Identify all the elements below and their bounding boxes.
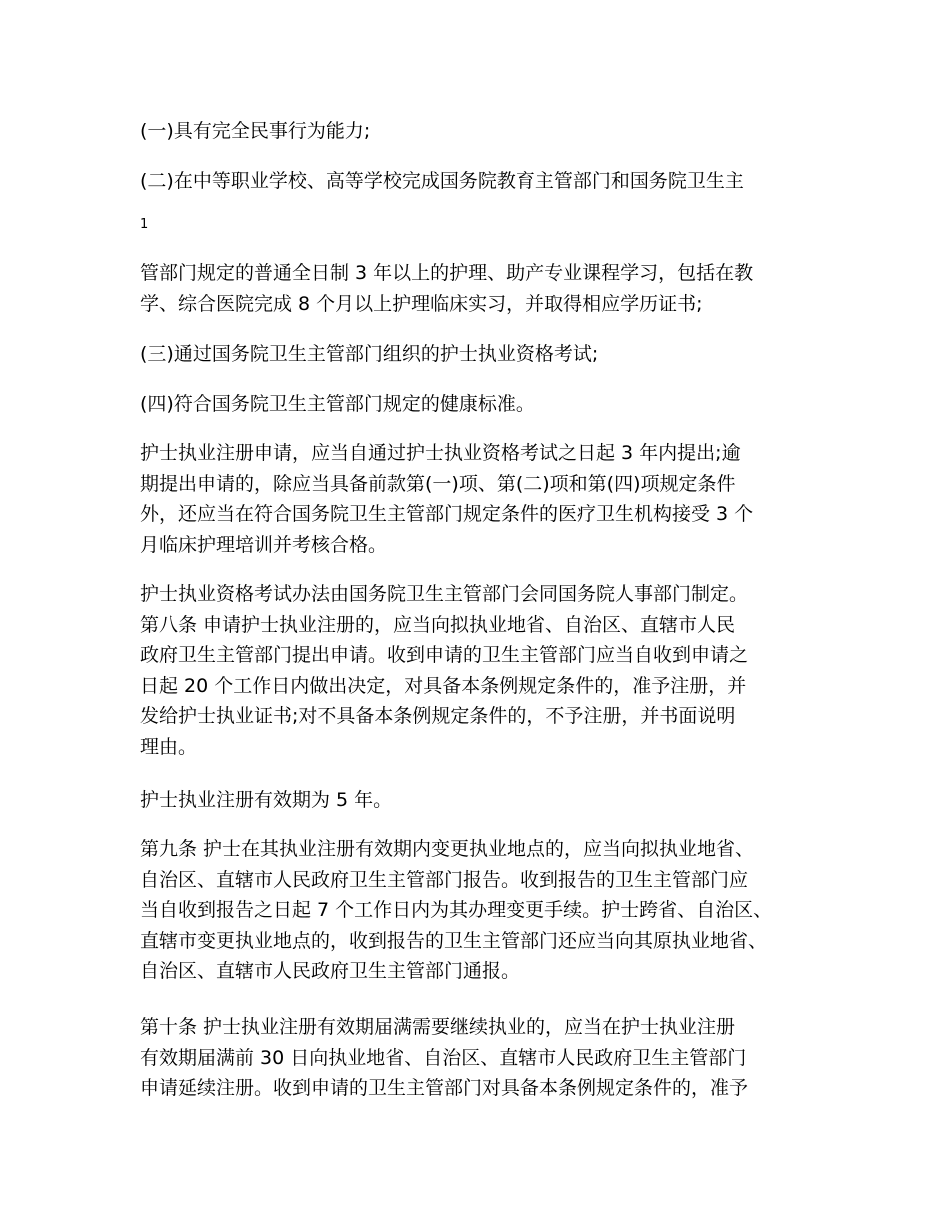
text-line: 当自收到报告之日起 7 个工作日内为其办理变更手续。护士跨省、自治区、 bbox=[140, 899, 773, 921]
text-line: 学、综合医院完成 8 个月以上护理临床实习，并取得相应学历证书; bbox=[140, 292, 703, 315]
text-line: 自治区、直辖市人民政府卫生主管部门报告。收到报告的卫生主管部门应 bbox=[140, 868, 749, 891]
text-line: 管部门规定的普通全日制 3 年以上的护理、助产专业课程学习，包括在教 bbox=[140, 262, 754, 284]
paragraph-article-8 bbox=[140, 579, 830, 762]
text-line: 政府卫生主管部门提出申请。收到申请的卫生主管部门应当自收到申请之 bbox=[140, 644, 749, 666]
text-line: 外，还应当在符合国务院卫生主管部门规定条件的医疗卫生机构接受 3 个 bbox=[140, 503, 754, 525]
text-line: 护士执业注册有效期为 5 年。 bbox=[140, 789, 393, 811]
text-line: 直辖市变更执业地点的，收到报告的卫生主管部门还应当向其原执业地省、 bbox=[140, 929, 768, 952]
text-line: 期提出申请的，除应当具备前款第(一)项、第(二)项和第(四)项规定条件 bbox=[140, 472, 736, 495]
paragraph-item-2-continued bbox=[140, 258, 830, 319]
text-line: 自治区、直辖市人民政府卫生主管部门通报。 bbox=[140, 960, 521, 982]
text-line: 有效期届满前 30 日向执业地省、自治区、直辖市人民政府卫生主管部门 bbox=[140, 1046, 747, 1069]
text-line: 第八条 申请护士执业注册的，应当向拟执业地省、自治区、直辖市人民 bbox=[140, 613, 736, 636]
text-line: (四)符合国务院卫生主管部门规定的健康标准。 bbox=[140, 393, 535, 415]
paragraph-item-4 bbox=[140, 389, 830, 420]
text-line: 第九条 护士在其执业注册有效期内变更执业地点的，应当向拟执业地省、 bbox=[140, 838, 755, 860]
text-line: 月临床护理培训并考核合格。 bbox=[140, 533, 388, 556]
page-number: 1 bbox=[140, 217, 149, 232]
text-line: 发给护士执业证书;对不具备本条例规定条件的，不予注册，并书面说明 bbox=[140, 705, 736, 727]
text-line: 护士执业资格考试办法由国务院卫生主管部门会同国务院人事部门制定。 bbox=[140, 583, 749, 605]
text-line: 申请延续注册。收到申请的卫生主管部门对具备本条例规定条件的，准予 bbox=[140, 1077, 749, 1099]
text-line: 第十条 护士执业注册有效期届满需要继续执业的，应当在护士执业注册 bbox=[140, 1016, 736, 1038]
paragraph-item-1 bbox=[140, 116, 830, 147]
text-line: (一)具有完全民事行为能力; bbox=[140, 120, 371, 142]
paragraph-registration-application bbox=[140, 438, 830, 560]
text-line: (二)在中等职业学校、高等学校完成国务院教育主管部门和国务院卫生主 bbox=[140, 170, 744, 192]
text-line: 理由。 bbox=[140, 735, 198, 758]
text-line: (三)通过国务院卫生主管部门组织的护士执业资格考试; bbox=[140, 343, 599, 365]
paragraph-item-3 bbox=[140, 339, 830, 370]
paragraph-article-9 bbox=[140, 834, 830, 987]
text-line: 日起 20 个工作日内做出决定，对具备本条例规定条件的，准予注册，并 bbox=[140, 674, 747, 697]
paragraph-article-10 bbox=[140, 1012, 830, 1104]
text-line: 护士执业注册申请，应当自通过护士执业资格考试之日起 3 年内提出;逾 bbox=[140, 442, 741, 464]
paragraph-item-2 bbox=[140, 166, 830, 197]
paragraph-validity-period bbox=[140, 785, 830, 816]
